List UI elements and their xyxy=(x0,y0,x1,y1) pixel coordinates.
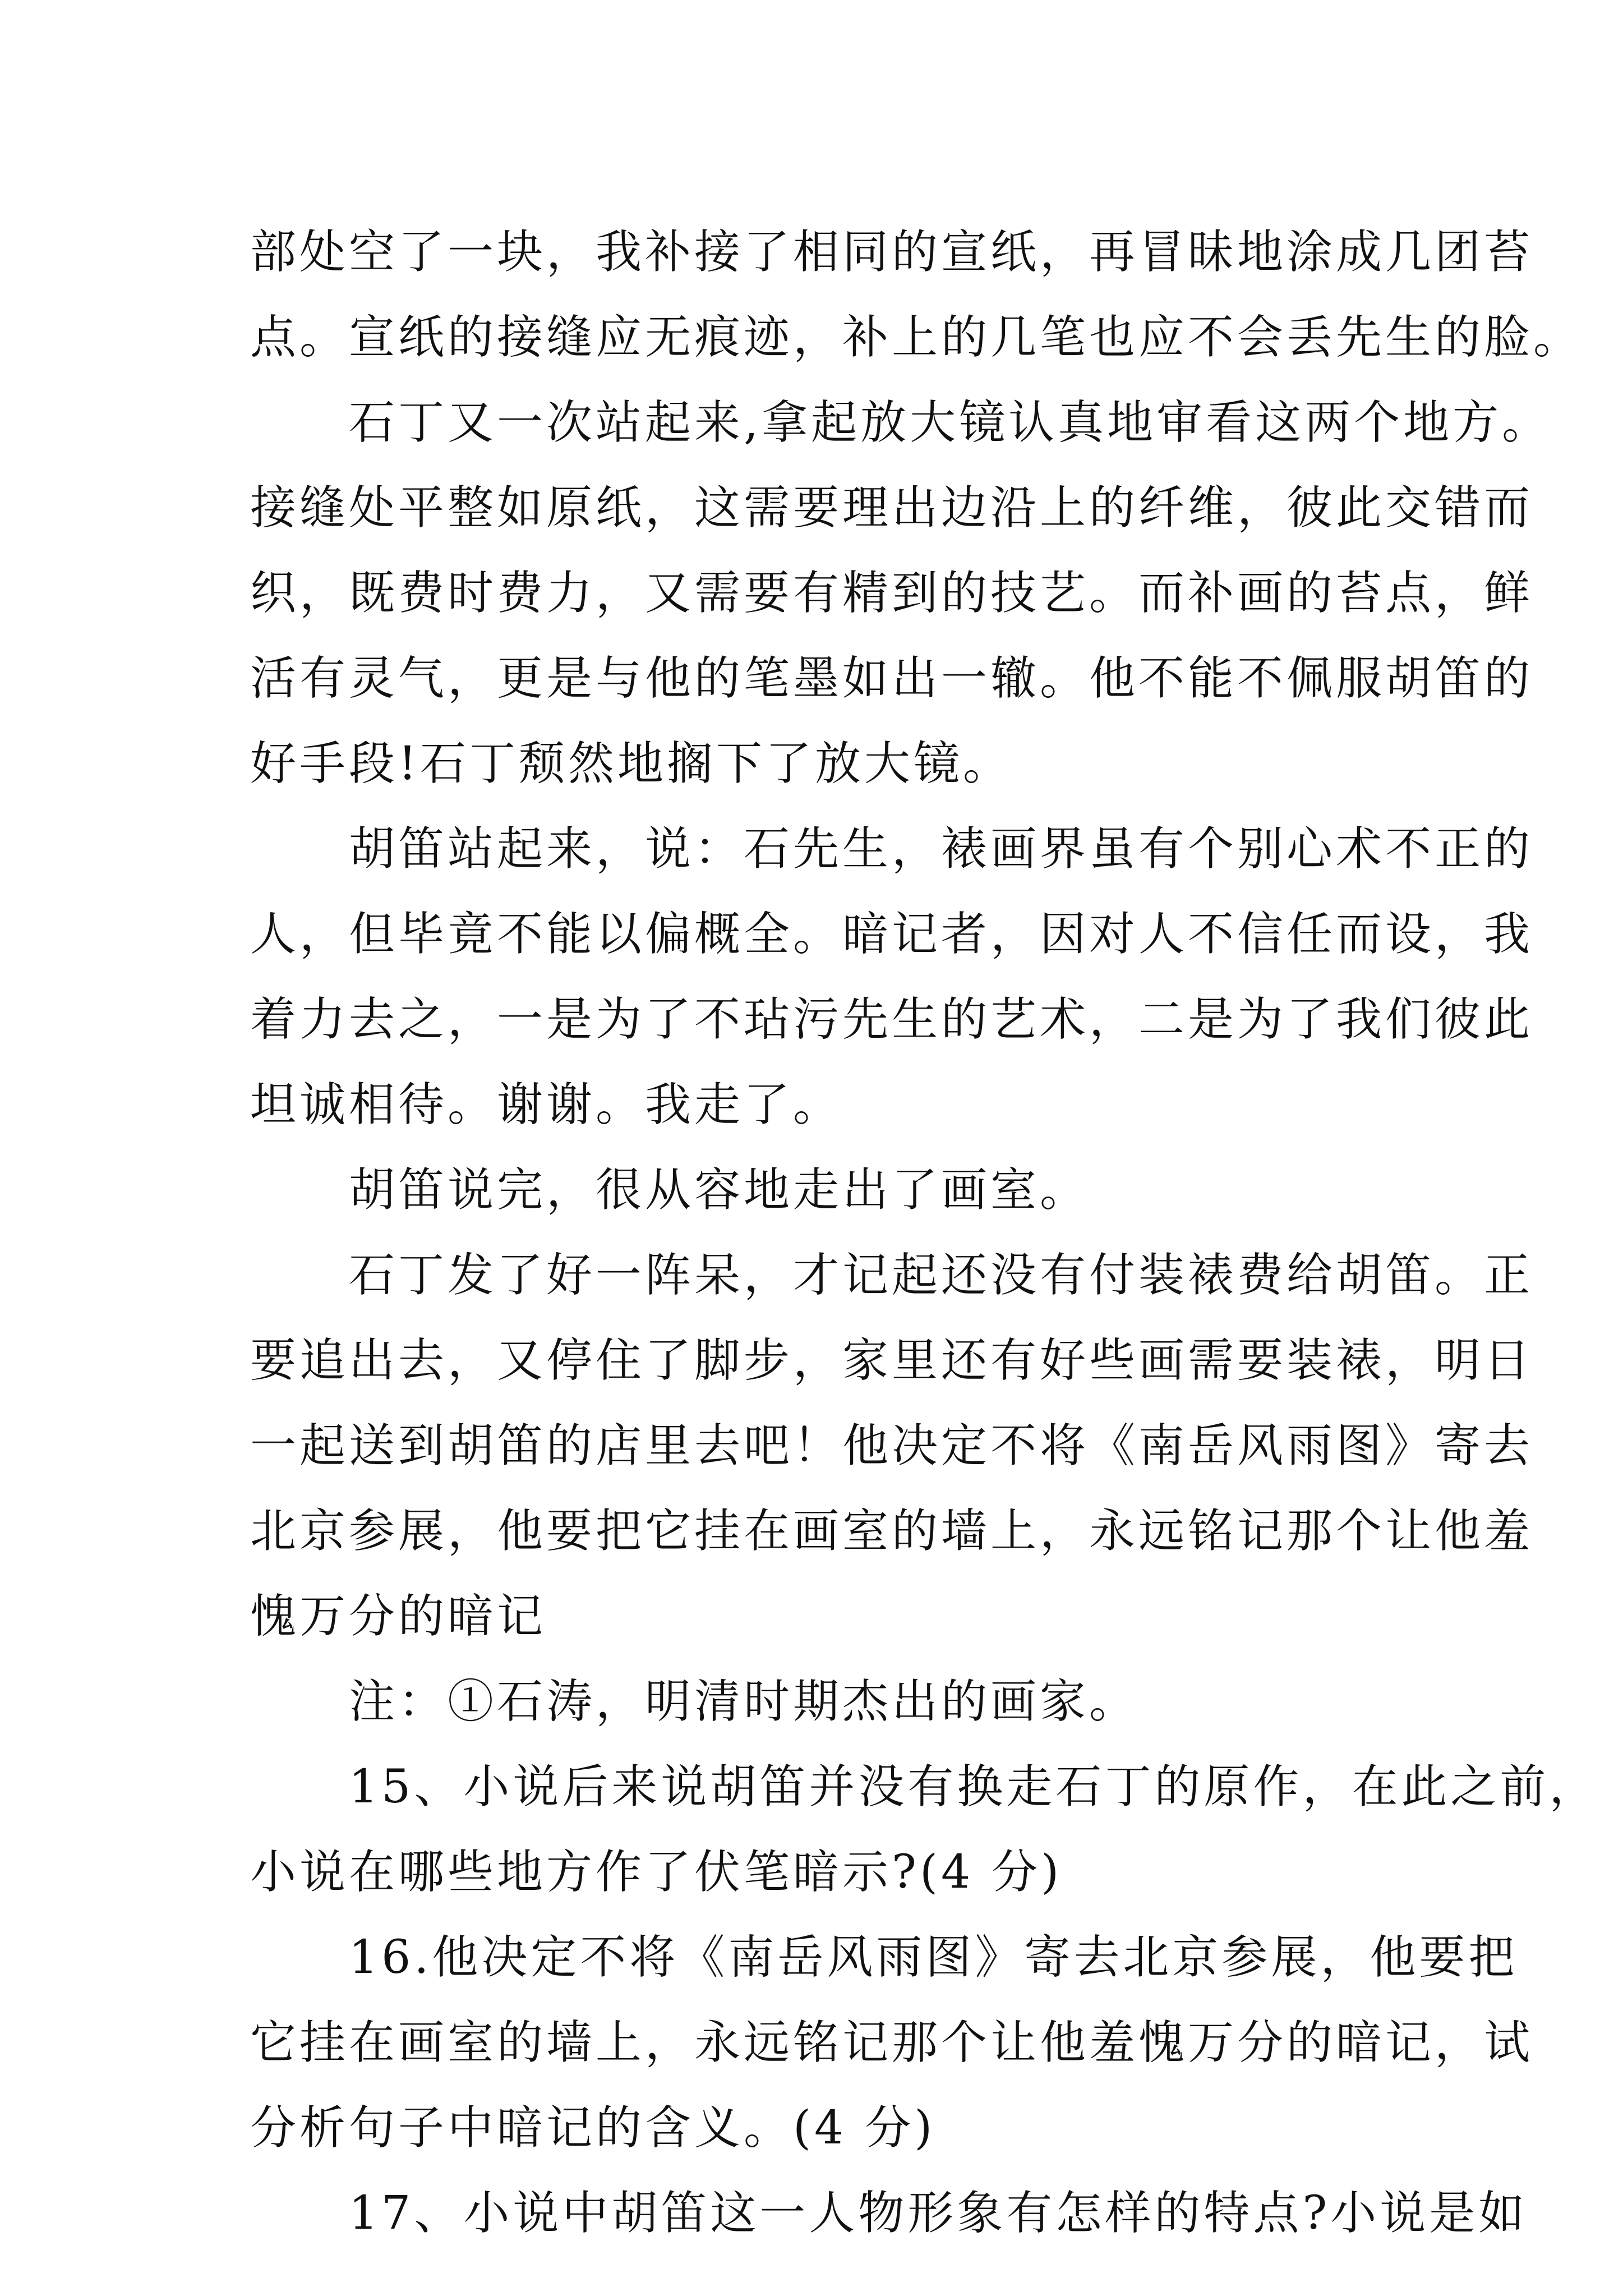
footnote-line: 注：①石涛，明清时期杰出的画家。 xyxy=(250,1675,1139,1728)
text-line: 一起送到胡笛的店里去吧！他决定不将《南岳风雨图》寄去 xyxy=(250,1419,1534,1473)
text-line: 石丁又一次站起来,拿起放大镜认真地审看这两个地方。 xyxy=(250,396,1552,449)
text-line: 胡笛站起来，说：石先生，裱画界虽有个别心术不正的 xyxy=(250,822,1534,876)
question-15-line: 小说在哪些地方作了伏笔暗示?(4 分) xyxy=(250,1846,1063,1899)
text-line: 活有灵气，更是与他的笔墨如出一辙。他不能不佩服胡笛的 xyxy=(250,652,1534,705)
text-line: 着力去之，一是为了不玷污先生的艺术，二是为了我们彼此 xyxy=(250,993,1534,1046)
text-line: 织，既费时费力，又需要有精到的技艺。而补画的苔点，鲜 xyxy=(250,567,1534,620)
text-line: 石丁发了好一阵呆，才记起还没有付装裱费给胡笛。正 xyxy=(250,1249,1534,1302)
text-line: 好手段!石丁颓然地搁下了放大镜。 xyxy=(250,737,1012,790)
question-16-line: 它挂在画室的墙上，永远铭记那个让他羞愧万分的暗记，试 xyxy=(250,2016,1534,2069)
text-line: 部处空了一块，我补接了相同的宣纸，再冒昧地涂成几团苔 xyxy=(250,226,1534,279)
document-body xyxy=(250,210,1599,2256)
text-line: 要追出去，又停住了脚步，家里还有好些画需要装裱，明日 xyxy=(250,1334,1534,1387)
text-line: 人，但毕竟不能以偏概全。暗记者，因对人不信任而设，我 xyxy=(250,908,1534,961)
text-line: 接缝处平整如原纸，这需要理出边沿上的纤维，彼此交错而 xyxy=(250,481,1534,535)
text-line: 坦诚相待。谢谢。我走了。 xyxy=(250,1078,843,1131)
question-15-line: 15、小说后来说胡笛并没有换走石丁的原作，在此之前， xyxy=(250,1760,1599,1814)
text-line: 愧万分的暗记 xyxy=(250,1590,547,1643)
text-line: 北京参展，他要把它挂在画室的墙上，永远铭记那个让他羞 xyxy=(250,1504,1534,1558)
text-line: 点。宣纸的接缝应无痕迹，补上的几笔也应不会丢先生的脸。 xyxy=(250,311,1583,364)
question-16-line: 分析句子中暗记的含义。(4 分) xyxy=(250,2101,936,2155)
question-17-line: 17、小说中胡笛这一人物形象有怎样的特点?小说是如 xyxy=(250,2187,1528,2240)
question-16-line: 16.他决定不将《南岳风雨图》寄去北京参展，他要把 xyxy=(250,1931,1518,1984)
text-line: 胡笛说完，很从容地走出了画室。 xyxy=(250,1163,1090,1217)
